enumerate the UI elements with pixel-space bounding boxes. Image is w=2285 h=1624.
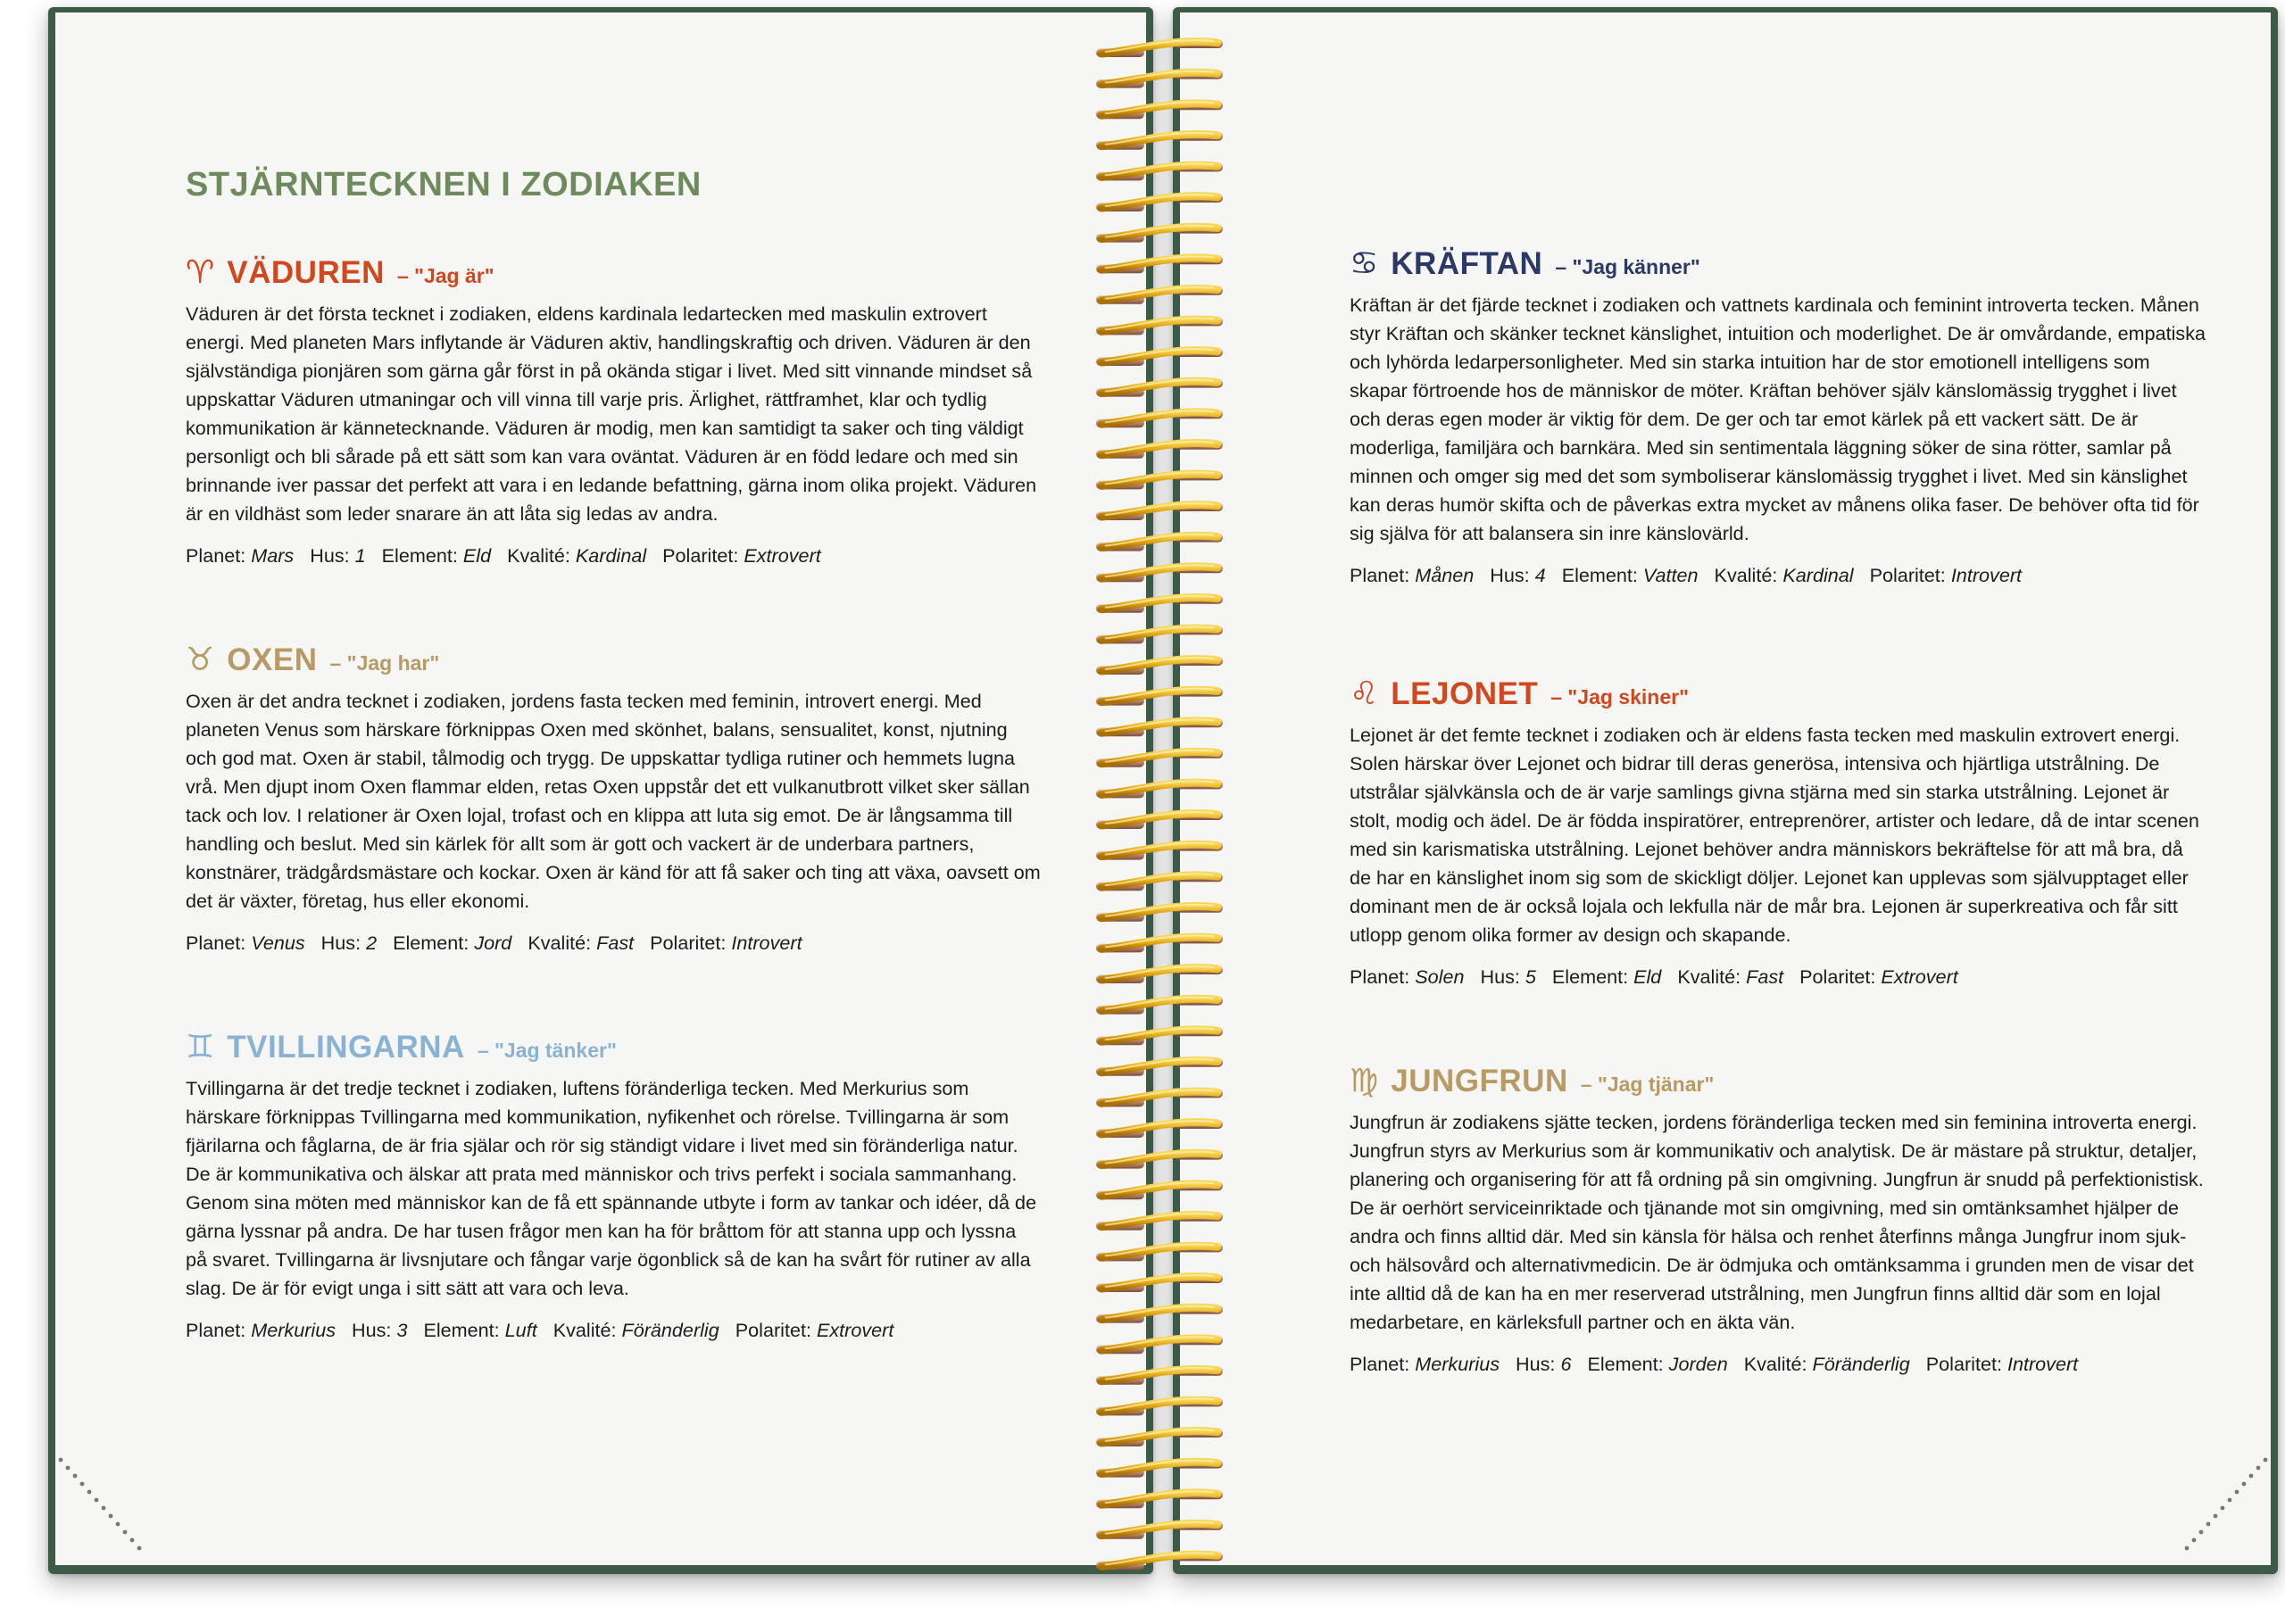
house-label: Hus: xyxy=(320,932,361,954)
element-value: Vatten xyxy=(1642,564,1699,586)
sign-motto: – "Jag känner" xyxy=(1555,255,1700,278)
spiral-ring xyxy=(1096,873,1223,891)
polarity-label: Polaritet: xyxy=(662,544,739,567)
sign-motto: – "Jag har" xyxy=(329,651,440,675)
spiral-ring xyxy=(1096,286,1223,304)
house-value: 5 xyxy=(1525,965,1536,988)
polarity-value: Extrovert xyxy=(1881,965,1958,988)
cancer-symbol-icon: ♋ xyxy=(1350,245,1379,282)
sign-facts xyxy=(1350,564,2206,587)
polarity-label: Polaritet: xyxy=(650,932,727,954)
sign-heading xyxy=(186,642,1043,678)
sign-heading xyxy=(1350,246,2206,282)
spiral-ring xyxy=(1096,997,1223,1015)
element-label: Element: xyxy=(423,1319,500,1341)
gemini-symbol-icon: ♊ xyxy=(186,1029,215,1065)
spiral-ring xyxy=(1096,1058,1223,1076)
spiral-ring xyxy=(1096,842,1223,860)
spiral-ring xyxy=(1096,1151,1223,1169)
spiral-ring xyxy=(1096,255,1223,273)
polarity-value: Extrovert xyxy=(744,544,821,567)
spiral-ring xyxy=(1096,811,1223,829)
element-value: Jorden xyxy=(1668,1353,1728,1375)
aries-symbol-icon: ♈ xyxy=(186,254,215,291)
sign-name: TVILLINGARNA xyxy=(227,1030,465,1065)
spiral-ring xyxy=(1096,1552,1223,1570)
sign-motto: – "Jag tänker" xyxy=(477,1039,617,1062)
spiral-ring xyxy=(1096,1490,1223,1508)
spiral-ring xyxy=(1096,410,1223,427)
quality-label: Kvalité: xyxy=(1743,1353,1807,1375)
planet-label: Planet: xyxy=(186,1319,246,1341)
sign-section-aries xyxy=(186,255,1043,568)
sign-heading xyxy=(1350,676,2206,712)
polarity-label: Polaritet: xyxy=(1925,1353,2002,1375)
planet-label: Planet: xyxy=(1350,965,1410,988)
quality-value: Fast xyxy=(1746,965,1784,988)
spiral-ring xyxy=(1096,1336,1223,1354)
quality-label: Kvalité: xyxy=(507,544,570,567)
sign-description: Väduren är det första tecknet i zodiaken, eldens kardinala ledartecken med maskulin extrovert energi. Med planeten Mars inflytande är Väduren aktiv, handlingskraftig och driven. Väduren är den självständiga pionjären som gärna går först in på okända stigar i livet. Med sitt vinnande mindset så uppskattar Väduren utmaningar och vill vinna till varje pris. Ärlighet, rättframhet, klar och tydlig kommunikation är kännetecknande. Väduren är modig, men kan samtidigt ta saker och ting väldigt personligt och bli sårade på ett sätt som kan vara oväntat. Väduren är en född ledare och med sin brinnande iver passar det perfekt att vara i en ledande befattning, gärna inom olika projekt. Väduren är en vildhäst som leder snarare än att låta sig ledas av andra. xyxy=(186,302,1037,525)
spiral-ring xyxy=(1096,1460,1223,1478)
quality-value: Föränderlig xyxy=(621,1319,719,1341)
sign-section-taurus xyxy=(186,642,1043,955)
sign-facts xyxy=(186,544,1043,568)
sign-description: Kräftan är det fjärde tecknet i zodiaken och vattnets kardinala och feminint introverta tecken. Månen styr Kräftan och skänker tecknet känslighet, intuition och moderlighet. De är omvårdande, empatiska och lyhörda ledarpersonligheter. Med sin starka intuition har de stor emotionell intelligens som skapar förtroende hos de människor de möter. Kräftan behöver själv känslomässig trygghet i livet och deras egen moder är viktig för dem. De ger och tar emot kärlek på ett vackert sätt. De är moderliga, familjära och barnkära. Med sin sentimentala läggning söker de sina rötter, samlar på minnen och omger sig med det som symboliserar känslomässig trygghet i livet. Med sin känslighet kan deras humör skifta och de påverkas extra mycket av månens olika faser. De behöver ofta tid för sig själva för att balansera sin inre känslovärld. xyxy=(1350,294,2206,544)
spiral-ring xyxy=(1096,101,1223,119)
sign-section-leo xyxy=(1350,676,2206,989)
sign-facts xyxy=(1350,1353,2206,1376)
quality-value: Kardinal xyxy=(1782,564,1854,586)
planet-value: Mars xyxy=(251,544,295,567)
spiral-ring xyxy=(1096,534,1223,551)
spiral-ring xyxy=(1096,70,1223,88)
quality-label: Kvalité: xyxy=(528,932,592,954)
sign-name: VÄDUREN xyxy=(227,255,385,290)
spiral-ring xyxy=(1096,1367,1223,1385)
element-value: Eld xyxy=(1633,965,1662,988)
polarity-label: Polaritet: xyxy=(735,1319,811,1341)
sign-motto: – "Jag tjänar" xyxy=(1580,1073,1715,1096)
spiral-ring xyxy=(1096,132,1223,150)
quality-label: Kvalité: xyxy=(1714,564,1778,586)
sign-motto: – "Jag skiner" xyxy=(1550,685,1689,708)
sign-facts xyxy=(1350,965,2206,989)
spiral-binding xyxy=(1093,18,1226,1579)
house-value: 3 xyxy=(396,1319,408,1341)
spiral-ring xyxy=(1096,379,1223,397)
spiral-ring xyxy=(1096,780,1223,798)
element-label: Element: xyxy=(393,932,469,954)
spiral-ring xyxy=(1096,965,1223,983)
house-value: 6 xyxy=(1560,1353,1572,1375)
spiral-ring xyxy=(1096,348,1223,366)
taurus-symbol-icon: ♉ xyxy=(186,642,215,678)
spiral-ring xyxy=(1096,595,1223,613)
sign-heading xyxy=(186,1030,1043,1065)
page-corner-dots-icon xyxy=(55,1449,162,1565)
house-label: Hus: xyxy=(1490,564,1530,586)
page-title: STJÄRNTECKNEN I ZODIAKEN xyxy=(186,166,702,203)
sign-section-cancer xyxy=(1350,246,2206,587)
spiral-ring xyxy=(1096,904,1223,922)
sign-motto: – "Jag är" xyxy=(396,264,494,287)
planet-value: Månen xyxy=(1415,564,1475,586)
polarity-value: Introvert xyxy=(731,932,802,954)
spiral-ring xyxy=(1096,1181,1223,1199)
spiral-ring xyxy=(1096,934,1223,952)
element-label: Element: xyxy=(1551,965,1629,988)
spiral-ring xyxy=(1096,688,1223,706)
planet-value: Merkurius xyxy=(1415,1353,1500,1375)
spiral-ring xyxy=(1096,502,1223,520)
sign-section-virgo xyxy=(1350,1064,2206,1376)
sign-name: OXEN xyxy=(227,642,318,677)
spiral-ring xyxy=(1096,750,1223,767)
polarity-value: Introvert xyxy=(1950,564,2023,586)
spiral-ring xyxy=(1096,441,1223,459)
spiral-ring xyxy=(1096,471,1223,489)
polarity-label: Polaritet: xyxy=(1869,564,1946,586)
sign-name: JUNGFRUN xyxy=(1391,1064,1568,1098)
polarity-label: Polaritet: xyxy=(1799,965,1876,988)
spiral-ring xyxy=(1096,317,1223,335)
spiral-ring xyxy=(1096,718,1223,736)
house-label: Hus: xyxy=(352,1319,392,1341)
page-corner-dots-icon xyxy=(2164,1449,2271,1565)
element-label: Element: xyxy=(1561,564,1638,586)
element-label: Element: xyxy=(381,544,458,567)
spiral-ring xyxy=(1096,626,1223,643)
spiral-ring xyxy=(1096,1213,1223,1230)
spiral-ring xyxy=(1096,1089,1223,1106)
sign-name: KRÄFTAN xyxy=(1391,246,1543,281)
sign-facts xyxy=(186,932,1043,955)
planet-label: Planet: xyxy=(1350,1353,1410,1375)
virgo-symbol-icon: ♍ xyxy=(1350,1063,1379,1099)
spiral-ring xyxy=(1096,1305,1223,1323)
house-value: 1 xyxy=(354,544,366,567)
spiral-ring xyxy=(1096,1120,1223,1138)
element-label: Element: xyxy=(1587,1353,1664,1375)
spiral-ring xyxy=(1096,657,1223,675)
element-value: Eld xyxy=(462,544,492,567)
planet-value: Solen xyxy=(1415,965,1465,988)
sign-heading xyxy=(186,255,1043,291)
house-label: Hus: xyxy=(1516,1353,1556,1375)
element-value: Luft xyxy=(504,1319,537,1341)
planet-label: Planet: xyxy=(186,544,246,567)
sign-description: Oxen är det andra tecknet i zodiaken, jordens fasta tecken med feminin, introvert energi. Med planeten Venus som härskare förknippas Oxen med skönhet, balans, sensualitet, konst, njutning och god mat. Oxen är stabil, tålmodig och trygg. De uppskattar tydliga rutiner och hemmets lugna vrå. Men djupt inom Oxen flammar elden, retas Oxen uppstår det ett vulkanutbrott vilket sker sällan tack och lov. I relationer är Oxen lojal, trofast och en klippa att luta sig emot. De är långsamma till handling och beslut. Med sin kärlek för allt som är gott och vackert är de underbara partners, konstnärer, trädgårdsmästare och kockar. Oxen är känd för att få saker och ting att växa, oavsett om det är växter, företag, hus eller ekonomi. xyxy=(186,690,1041,912)
polarity-value: Introvert xyxy=(2007,1353,2079,1375)
spiral-ring xyxy=(1096,225,1223,243)
quality-value: Fast xyxy=(596,932,635,954)
sign-heading xyxy=(1350,1064,2206,1099)
sign-section-gemini xyxy=(186,1030,1043,1342)
sign-description: Tvillingarna är det tredje tecknet i zodiaken, luftens föränderliga tecken. Med Merkurius som härskare förknippas Tvillingarna med kommunikation, nyfikenhet och rörelse. Tvillingarna är som fjärilarna och fåglarna, de är fria själar och rör sig ständigt vidare i livet med sin föränderliga natur. De är kommunikativa och älskar att prata med människor och trivs perfekt i sociala sammanhang. Genom sina möten med människor kan de få ett spännande utbyte i form av tankar och idéer, då de gärna lyssnar på andra. De har tusen frågor men kan ha för bråttom för att stanna upp och lyssna på svaret. Tvillingarna är livsnjutare och fångar varje ögonblick så de kan ha svårt för rutiner av alla slag. De är för evigt unga i sitt sätt att vara och leva. xyxy=(186,1077,1037,1299)
sign-description: Jungfrun är zodiakens sjätte tecken, jordens föränderliga tecken med sin feminina introverta energi. Jungfrun styrs av Merkurius som är kommunikativ och analytisk. De är mästare på struktur, detaljer, planering och organisering för att få ordning på sin omgivning. Jungfrun är snudd på perfektionistisk. De är oerhört serviceinriktade och tjänande mot sin omgivning, med sin omtänksamhet hjälper de andra och finns alltid där. Med sin känsla för hälsa och renhet återfinns många Jungfrur inom sjuk- och hälsovård och alternativmedicin. De är ödmjuka och omtänksamma i grunden men de visar det inte alltid då de kan ha en mer reserverad utstrålning, men Jungfrun finns alltid där som en lojal medarbetare, en kärleksfull partner och en äkta vän. xyxy=(1350,1111,2204,1333)
spiral-ring xyxy=(1096,39,1223,57)
planet-value: Venus xyxy=(251,932,305,954)
planet-label: Planet: xyxy=(1350,564,1410,586)
spiral-ring xyxy=(1096,194,1223,211)
house-value: 4 xyxy=(1534,564,1546,586)
leo-symbol-icon: ♌ xyxy=(1350,675,1379,712)
quality-value: Föränderlig xyxy=(1812,1353,1910,1375)
spiral-ring xyxy=(1096,1397,1223,1415)
planet-value: Merkurius xyxy=(251,1319,337,1341)
sign-facts xyxy=(186,1319,1043,1342)
quality-label: Kvalité: xyxy=(553,1319,617,1341)
sign-name: LEJONET xyxy=(1391,676,1539,711)
planet-label: Planet: xyxy=(186,932,246,954)
quality-label: Kvalité: xyxy=(1677,965,1741,988)
spiral-ring xyxy=(1096,162,1223,180)
spiral-ring xyxy=(1096,1521,1223,1539)
spiral-ring xyxy=(1096,1027,1223,1045)
house-value: 2 xyxy=(366,932,378,954)
spiral-ring xyxy=(1096,1243,1223,1261)
house-label: Hus: xyxy=(310,544,350,567)
house-label: Hus: xyxy=(1480,965,1520,988)
spiral-ring xyxy=(1096,564,1223,582)
spiral-ring xyxy=(1096,1274,1223,1292)
quality-value: Kardinal xyxy=(575,544,647,567)
sign-description: Lejonet är det femte tecknet i zodiaken och är eldens fasta tecken med maskulin extrovert energi. Solen härskar över Lejonet och bidrar till deras generösa, intensiva och hjärtliga utstrålning. De utstrålar självkänsla och de är varje samlings givna stjärna med sin starka utstrålning. Lejonet är stolt, modig och ädel. De är födda inspiratörer, entreprenörer, artister och ledare, då de intar scenen med sin karismatiska utstrålning. Lejonet behöver andra människors bekräftelse för att må bra, då de har en känslighet inom sig som de skickligt döljer. Lejonet kan upplevas som självupptaget eller dominant men de är också lojala och lekfulla när de mår bra. Lejonen är superkreativa och får sitt utlopp genom olika former av design och skapande. xyxy=(1350,724,2199,946)
left-page xyxy=(55,12,1146,1565)
element-value: Jord xyxy=(474,932,512,954)
spiral-ring xyxy=(1096,1429,1223,1446)
polarity-value: Extrovert xyxy=(816,1319,894,1341)
right-page xyxy=(1180,12,2271,1565)
